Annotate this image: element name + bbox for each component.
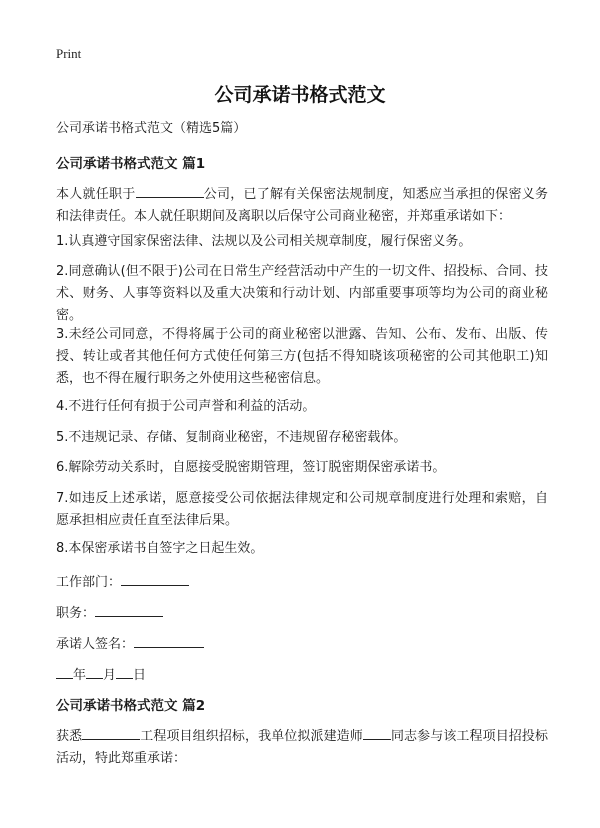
position-field [56, 601, 548, 625]
article2-heading: 公司承诺书格式范文 篇2 [56, 698, 206, 714]
department-field [56, 570, 548, 594]
position-blank [95, 601, 163, 617]
signer-label: 承诺人签名： [56, 637, 135, 652]
article1-intro [56, 182, 548, 228]
company-blank [136, 182, 204, 198]
year-label: 年 [73, 668, 87, 683]
intro-text-before: 本人就任职于 [56, 187, 136, 202]
article1-heading: 公司承诺书格式范文 篇1 [56, 156, 206, 172]
day-blank [116, 663, 133, 679]
article1-item-8: 8.本保密承诺书自签字之日起生效。 [56, 541, 264, 556]
position-label: 职务： [56, 606, 96, 621]
date-line [56, 663, 548, 687]
article1-item-2: 2.同意确认(但不限于)公司在日常生产经营活动中产生的一切文件、招投标、合同、技术、财务、人事等资料以及重大决策和行动计划、内部重要事项等均为公司的商业秘密。 [56, 264, 548, 323]
article1-item-7: 7.如违反上述承诺，愿意接受公司依据法律规定和公司规章制度进行处理和索赔，自愿承担相应责任直至法律后果。 [56, 491, 548, 528]
document-title: 公司承诺书格式范文 [214, 84, 386, 106]
article1-item-5: 5.不违规记录、存储、复制商业秘密，不违规留存秘密载体。 [56, 430, 407, 445]
project-blank [82, 724, 140, 740]
article2-text-3: 同志参与该工程项目招投标活动，特此郑重承诺： [56, 729, 548, 766]
signer-blank [134, 632, 204, 648]
print-link[interactable]: Print [56, 46, 82, 61]
month-label: 月 [103, 668, 117, 683]
department-label: 工作部门： [56, 575, 122, 590]
article2-text-2: 工程项目组织招标，我单位拟派建造师 [140, 729, 363, 744]
article1-item-4: 4.不进行任何有损于公司声誉和利益的活动。 [56, 399, 316, 414]
article1-item-6: 6.解除劳动关系时，自愿接受脱密期管理，签订脱密期保密承诺书。 [56, 460, 446, 475]
month-blank [86, 663, 103, 679]
document-subtitle: 公司承诺书格式范文（精选5篇） [56, 121, 247, 136]
day-label: 日 [133, 668, 147, 683]
year-blank [56, 663, 73, 679]
article2-text [56, 724, 548, 770]
article2-text-1: 获悉 [56, 729, 83, 744]
article1-item-1: 1.认真遵守国家保密法律、法规以及公司相关规章制度，履行保密义务。 [56, 234, 472, 249]
department-blank [121, 570, 189, 586]
builder-blank [363, 724, 391, 740]
signer-field [56, 632, 548, 656]
article1-item-3: 3.未经公司同意，不得将属于公司的商业秘密以泄露、告知、公布、发布、出版、传授、转让或者其他任何方式使任何第三方(包括不得知晓该项秘密的公司其他职工)知悉，也不得在履行职务之外使用这些秘密信息。 [56, 327, 548, 386]
intro-text-after: 公司，已了解有关保密法规制度，知悉应当承担的保密义务和法律责任。本人就任职期间及离职以后保守公司商业秘密，并郑重承诺如下： [56, 187, 548, 224]
